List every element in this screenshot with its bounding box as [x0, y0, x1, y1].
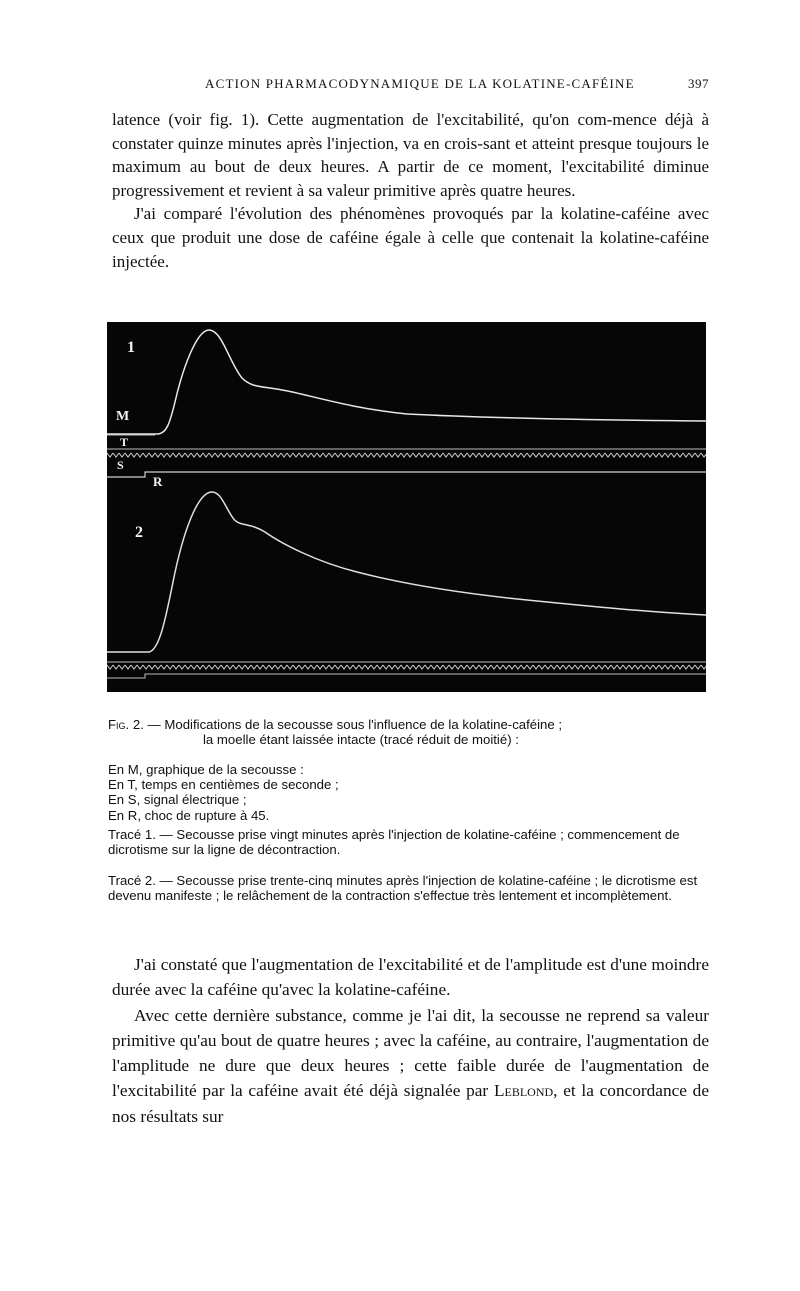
figure-kymograph — [107, 322, 706, 692]
figure-number: Fig. 2. — [108, 717, 144, 732]
kymograph-traces — [107, 322, 706, 692]
paragraph: J'ai constaté que l'augmentation de l'excitabilité et de l'amplitude est d'une moindre durée avec la caféine qu'avec la kolatine-caféine. — [112, 955, 709, 1000]
label-trace-1: 1 — [127, 339, 135, 356]
caption-title-line2: la moelle étant laissée intacte (tracé réduit de moitié) : — [203, 732, 519, 748]
caption-trace-2 — [108, 873, 713, 903]
body-text-bottom — [112, 952, 709, 1129]
label-trace-2: 2 — [135, 524, 143, 541]
caption-title-line1: — Modifications de la secousse sous l'influence de la kolatine-caféine ; — [143, 717, 563, 732]
author-name: Leblond — [493, 1081, 554, 1101]
page-number: 397 — [688, 76, 709, 91]
legend-item: En S, signal électrique ; — [108, 792, 247, 808]
figure-caption-title — [108, 717, 713, 747]
caption-trace-1 — [108, 827, 713, 857]
label-t: T — [120, 435, 129, 449]
label-m: M — [116, 409, 130, 424]
paragraph: latence (voir fig. 1). Cette augmentation de l'excitabilité, qu'on com-mence déjà à constater quinze minutes après l'injection, va en crois-sant et atteint presque toujours le maximum au bout de deux heures. A partir de ce moment, l'excitabilité diminue progressivement et revient à sa valeur primitive après quatre heures. — [112, 110, 709, 200]
legend-item: En R, choc de rupture à 45. — [108, 807, 270, 823]
paragraph-text: , et la concordance de nos résultats sur — [112, 1081, 709, 1126]
label-s: S — [117, 458, 124, 472]
figure-legend — [108, 762, 713, 823]
paragraph-text: Avec cette dernière substance, comme je l'ai dit, la secousse ne reprend sa valeur primitive qu'au bout de quatre heures ; avec la caféine, au contraire, l'augmentation de l'amplitude ne dure que deux heures ; cette faible durée de l'augmentation de l'excitabilité par la caféine avait été déjà signalée par — [112, 1005, 709, 1101]
legend-item: En M, graphique de la secousse : — [108, 762, 304, 777]
label-r: R — [153, 474, 163, 489]
trace-2-description: Tracé 2. — Secousse prise trente-cinq minutes après l'injection de kolatine-caféine ; le dicrotisme est devenu manifeste ; le relâchement de la contraction s'effectue très lentement et incomplètement. — [108, 873, 698, 904]
trace-1-description: Tracé 1. — Secousse prise vingt minutes après l'injection de kolatine-caféine ; commencement de dicrotisme sur la ligne de décontraction. — [108, 827, 680, 858]
paragraph: J'ai comparé l'évolution des phénomènes provoqués par la kolatine-caféine avec ceux que produit une dose de caféine égale à celle que contenait la kolatine-caféine injectée. — [112, 204, 709, 271]
paragraph — [112, 1003, 709, 1129]
body-text-top — [112, 108, 709, 273]
running-title: ACTION PHARMACODYNAMIQUE DE LA KOLATINE-CAFÉINE — [205, 76, 635, 91]
legend-item: En T, temps en centièmes de seconde ; — [108, 777, 339, 793]
running-header — [112, 76, 709, 96]
